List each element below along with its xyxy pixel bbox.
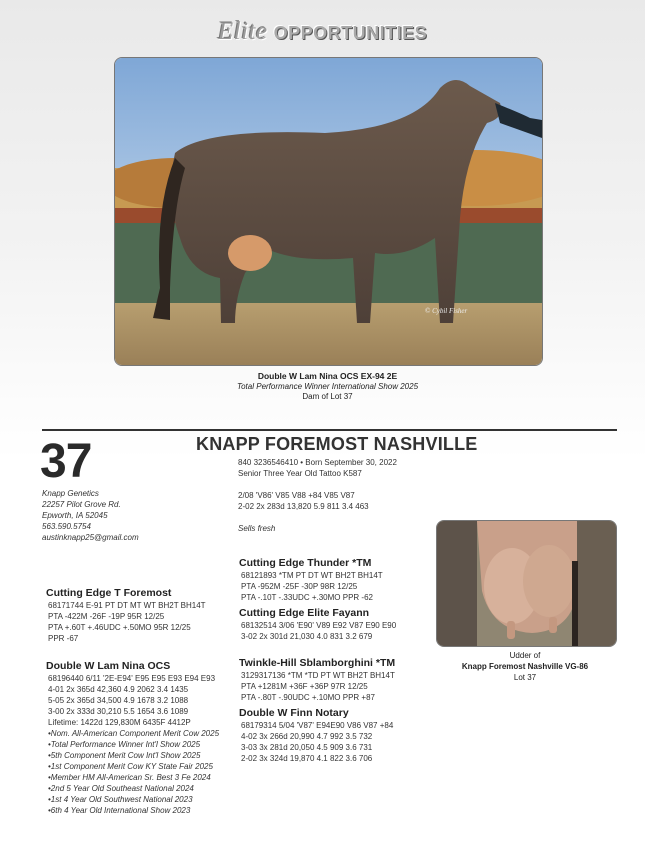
seller-name: Knapp Genetics (42, 489, 99, 498)
dam-sire-line: 3129317136 *TM *TD PT WT BH2T BH14T (241, 671, 395, 680)
dam-line: 5-05 2x 365d 34,500 4.9 1678 3.2 1088 (48, 696, 189, 705)
lot-name: KNAPP FOREMOST NASHVILLE (196, 434, 478, 454)
dam-honor: •2nd 5 Year Old Southeast National 2024 (48, 784, 194, 793)
lot-lactation: 2-02 2x 283d 13,820 5.9 811 3.4 463 (238, 502, 369, 511)
dam-honor: •Nom. All-American Component Merit Cow 2025 (48, 729, 220, 738)
section-divider (42, 429, 617, 431)
sire-dam-block (239, 607, 396, 642)
sire-block (46, 587, 206, 644)
caption-relation: Dam of Lot 37 (302, 392, 353, 401)
brand-script: Elite (217, 18, 268, 45)
sire-line: PPR -67 (48, 634, 79, 643)
dam-honor: •1st 4 Year Old Southwest National 2023 (48, 795, 193, 804)
sire-line: PTA +.60T +.46UDC +.50MO 95R 12/25 (48, 623, 191, 632)
dam-dam-line: 2-02 3x 324d 19,870 4.1 822 3.6 706 (241, 754, 373, 763)
dam-photo-caption (114, 371, 541, 403)
udder-caption-lot: Lot 37 (513, 673, 537, 682)
sire-dam-line: 3-02 2x 301d 21,030 4.0 831 3.2 679 (241, 632, 373, 641)
udder-photo (436, 520, 617, 647)
sire-sire-line: 68121893 *TM PT DT WT BH2T BH14T (241, 571, 383, 580)
dam-line: 68196440 6/11 '2E-E94' E95 E95 E93 E94 E93 (48, 674, 216, 683)
sire-dam-name: Cutting Edge Elite Fayann (239, 607, 370, 619)
seller-address: 22257 Pilot Grove Rd. (42, 500, 121, 509)
lot-age-tattoo: Senior Three Year Old Tattoo K587 (238, 469, 362, 478)
sire-line: PTA -422M -26F -19P 95R 12/25 (48, 612, 165, 621)
dam-dam-name: Double W Finn Notary (239, 707, 349, 719)
dam-honor: •Member HM All-American Sr. Best 3 Fe 2024 (48, 773, 211, 782)
cow-illustration (115, 58, 542, 365)
dam-sire-name: Twinkle-Hill Sblamborghini *TM (239, 657, 396, 669)
dam-dam-line: 4-02 3x 266d 20,990 4.7 992 3.5 732 (241, 732, 373, 741)
dam-honor: •5th Component Merit Cow Int'l Show 2025 (48, 751, 201, 760)
sire-line: 68171744 E-91 PT DT MT WT BH2T BH14T (48, 601, 206, 610)
dam-dam-line: 3-03 3x 281d 20,050 4.5 909 3.6 731 (241, 743, 373, 752)
brand-header (0, 18, 645, 48)
lot-score: 2/08 'V86' V85 V88 +84 V85 V87 (238, 491, 355, 500)
sire-sire-block (239, 557, 383, 603)
seller-city: Epworth, IA 52045 (42, 511, 108, 520)
udder-caption-line: Udder of (509, 651, 541, 660)
brand-caps: OPPORTUNITIES (273, 23, 428, 43)
seller-info (42, 488, 139, 543)
sire-sire-line: PTA -952M -25F -30P 98R 12/25 (241, 582, 358, 591)
dam-sire-line: PTA -.80T -.90UDC +.10MO PPR +87 (241, 693, 375, 702)
dam-photo (114, 57, 543, 366)
dam-line: Lifetime: 1422d 129,830M 6435F 4412P (48, 718, 191, 727)
lot-number: 37 (40, 435, 92, 488)
lot-reg: 840 3236546410 • Born September 30, 2022 (238, 458, 397, 467)
seller-phone: 563.590.5754 (42, 522, 91, 531)
dam-block (46, 660, 219, 816)
caption-name: Double W Lam Nina OCS EX-94 2E (257, 371, 398, 381)
udder-illustration (437, 521, 616, 646)
dam-honor: •Total Performance Winner Int'l Show 2025 (48, 740, 201, 749)
dam-line: 4-01 2x 365d 42,360 4.9 2062 3.4 1435 (48, 685, 189, 694)
seller-email: austinknapp25@gmail.com (42, 533, 139, 542)
udder-caption (430, 650, 620, 683)
udder-caption-name: Knapp Foremost Nashville VG-86 (461, 662, 589, 671)
dam-line: 3-00 2x 333d 30,210 5.5 1654 3.6 1089 (48, 707, 189, 716)
dam-honor: •6th 4 Year Old International Show 2023 (48, 806, 191, 815)
sire-dam-line: 68132514 3/06 'E90' V89 E92 V87 E90 E90 (241, 621, 397, 630)
dam-dam-line: 68179314 5/04 'V87' E94E90 V86 V87 +84 (241, 721, 394, 730)
caption-award: Total Performance Winner International Show 2025 (236, 381, 419, 391)
dam-name: Double W Lam Nina OCS (46, 660, 171, 672)
lot-status: Sells fresh (238, 524, 276, 533)
dam-sire-block (239, 657, 395, 703)
sire-name: Cutting Edge T Foremost (46, 587, 172, 599)
dam-dam-block (239, 707, 393, 764)
dam-sire-line: PTA +1281M +36F +36P 97R 12/25 (241, 682, 368, 691)
sire-sire-line: PTA -.10T -.33UDC +.30MO PPR -62 (241, 593, 373, 602)
photo-watermark: © Cybil Fisher (425, 307, 468, 315)
dam-honor: •1st Component Merit Cow KY State Fair 2025 (48, 762, 213, 771)
lot-details (238, 457, 397, 534)
sire-sire-name: Cutting Edge Thunder *TM (239, 557, 372, 569)
